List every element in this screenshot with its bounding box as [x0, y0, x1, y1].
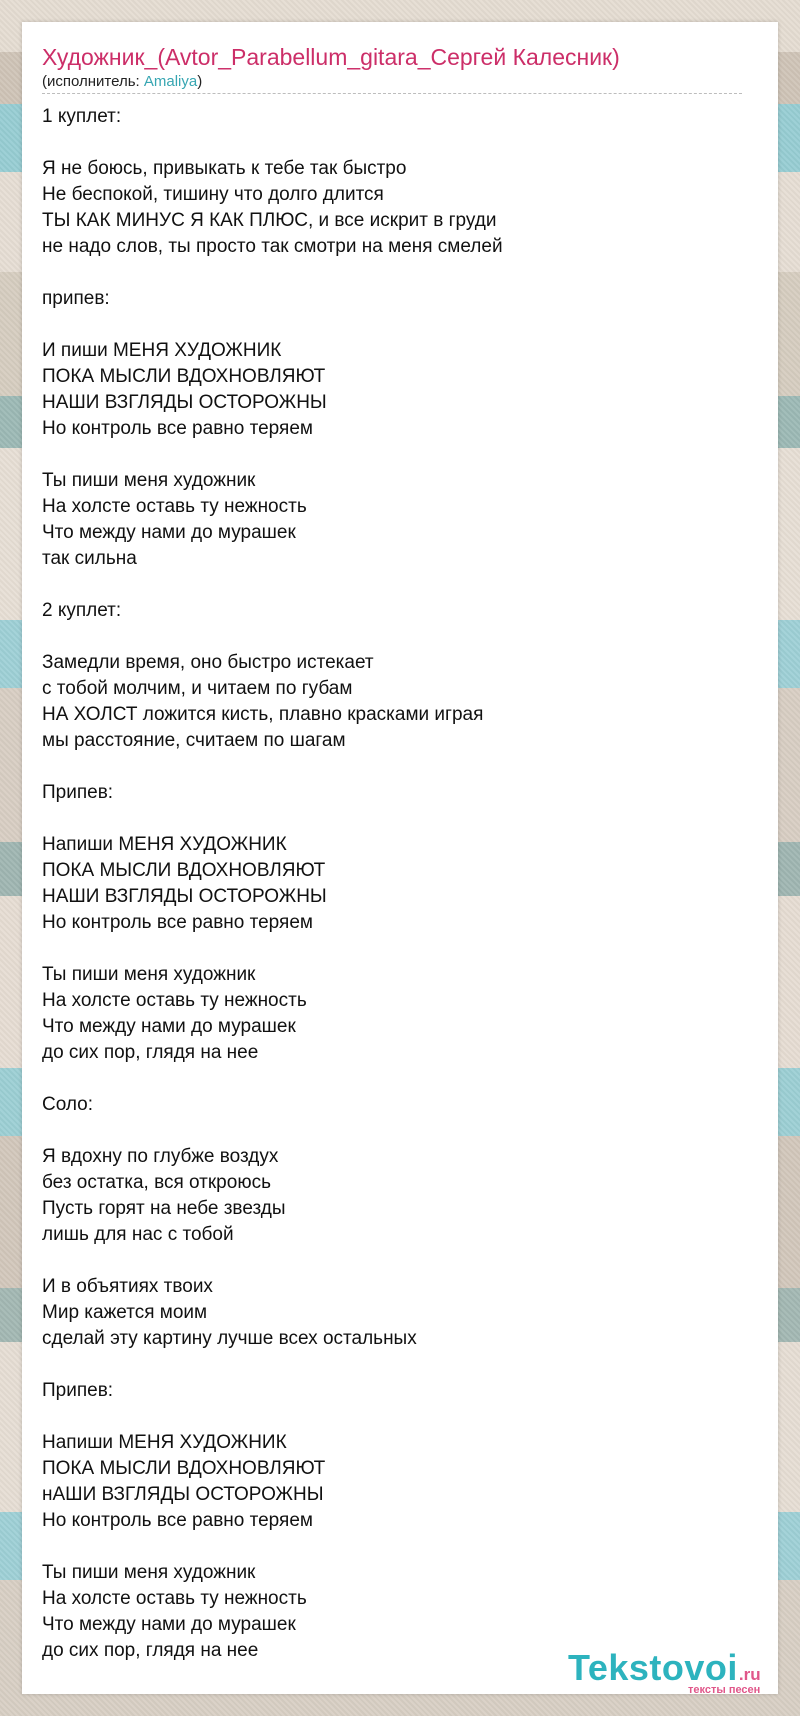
performer-line: [42, 72, 742, 94]
tekstovoi-logo[interactable]: [568, 1648, 778, 1700]
song-title: Художник_(Avtor_Parabellum_gitara_Сергей Калесник): [42, 44, 620, 70]
performer-prefix: (исполнитель:: [42, 73, 144, 90]
lyrics-text: 1 куплет: Я не боюсь, привыкать к тебе так быстро Не беспокой, тишину что долго длится ТЫ КАК МИНУС Я КАК ПЛЮС, и все искрит в груди не надо слов, ты просто так смотри на меня смелей припев: И пиши МЕНЯ ХУДОЖНИК ПОКА МЫСЛИ ВДОХНОВЛЯЮТ НАШИ ВЗГЛЯДЫ ОСТОРОЖНЫ Но контроль все равно теряем Ты пиши меня художник На холсте оставь ту нежность Что между нами до мурашек так сильна 2 куплет: Замедли время, оно быстро истекает с тобой молчим, и читаем по губам НА ХОЛСТ ложится кисть, плавно красками играя мы расстояние, считаем по шагам Припев: Напиши МЕНЯ ХУДОЖНИК ПОКА МЫСЛИ ВДОХНОВЛЯЮТ НАШИ ВЗГЛЯДЫ ОСТОРОЖНЫ Но контроль все равно теряем Ты пиши меня художник На холсте оставь ту нежность Что между нами до мурашек до сих пор, глядя на нее Соло: Я вдохну по глубже воздух без остатка, вся откроюсь Пусть горят на небе звезды лишь для нас с тобой И в объятиях твоих Мир кажется моим сделай эту картину лучше всех остальных Припев: Напиши МЕНЯ ХУДОЖНИК ПОКА МЫСЛИ ВДОХНОВЛЯЮТ нАШИ ВЗГЛЯДЫ ОСТОРОЖНЫ Но контроль все равно теряем Ты пиши меня художник На холсте оставь ту нежность Что между нами до мурашек до сих пор, глядя на нее: [42, 106, 503, 1661]
logo-name: Tekstovoi: [568, 1647, 738, 1688]
performer-link[interactable]: Amaliya: [143, 73, 198, 90]
logo-tagline: тексты песен: [688, 1684, 761, 1696]
song-header: [42, 42, 758, 94]
logo-tld: .ru: [738, 1665, 761, 1684]
lyrics-card: [22, 22, 778, 1694]
performer-suffix: ): [197, 73, 203, 90]
